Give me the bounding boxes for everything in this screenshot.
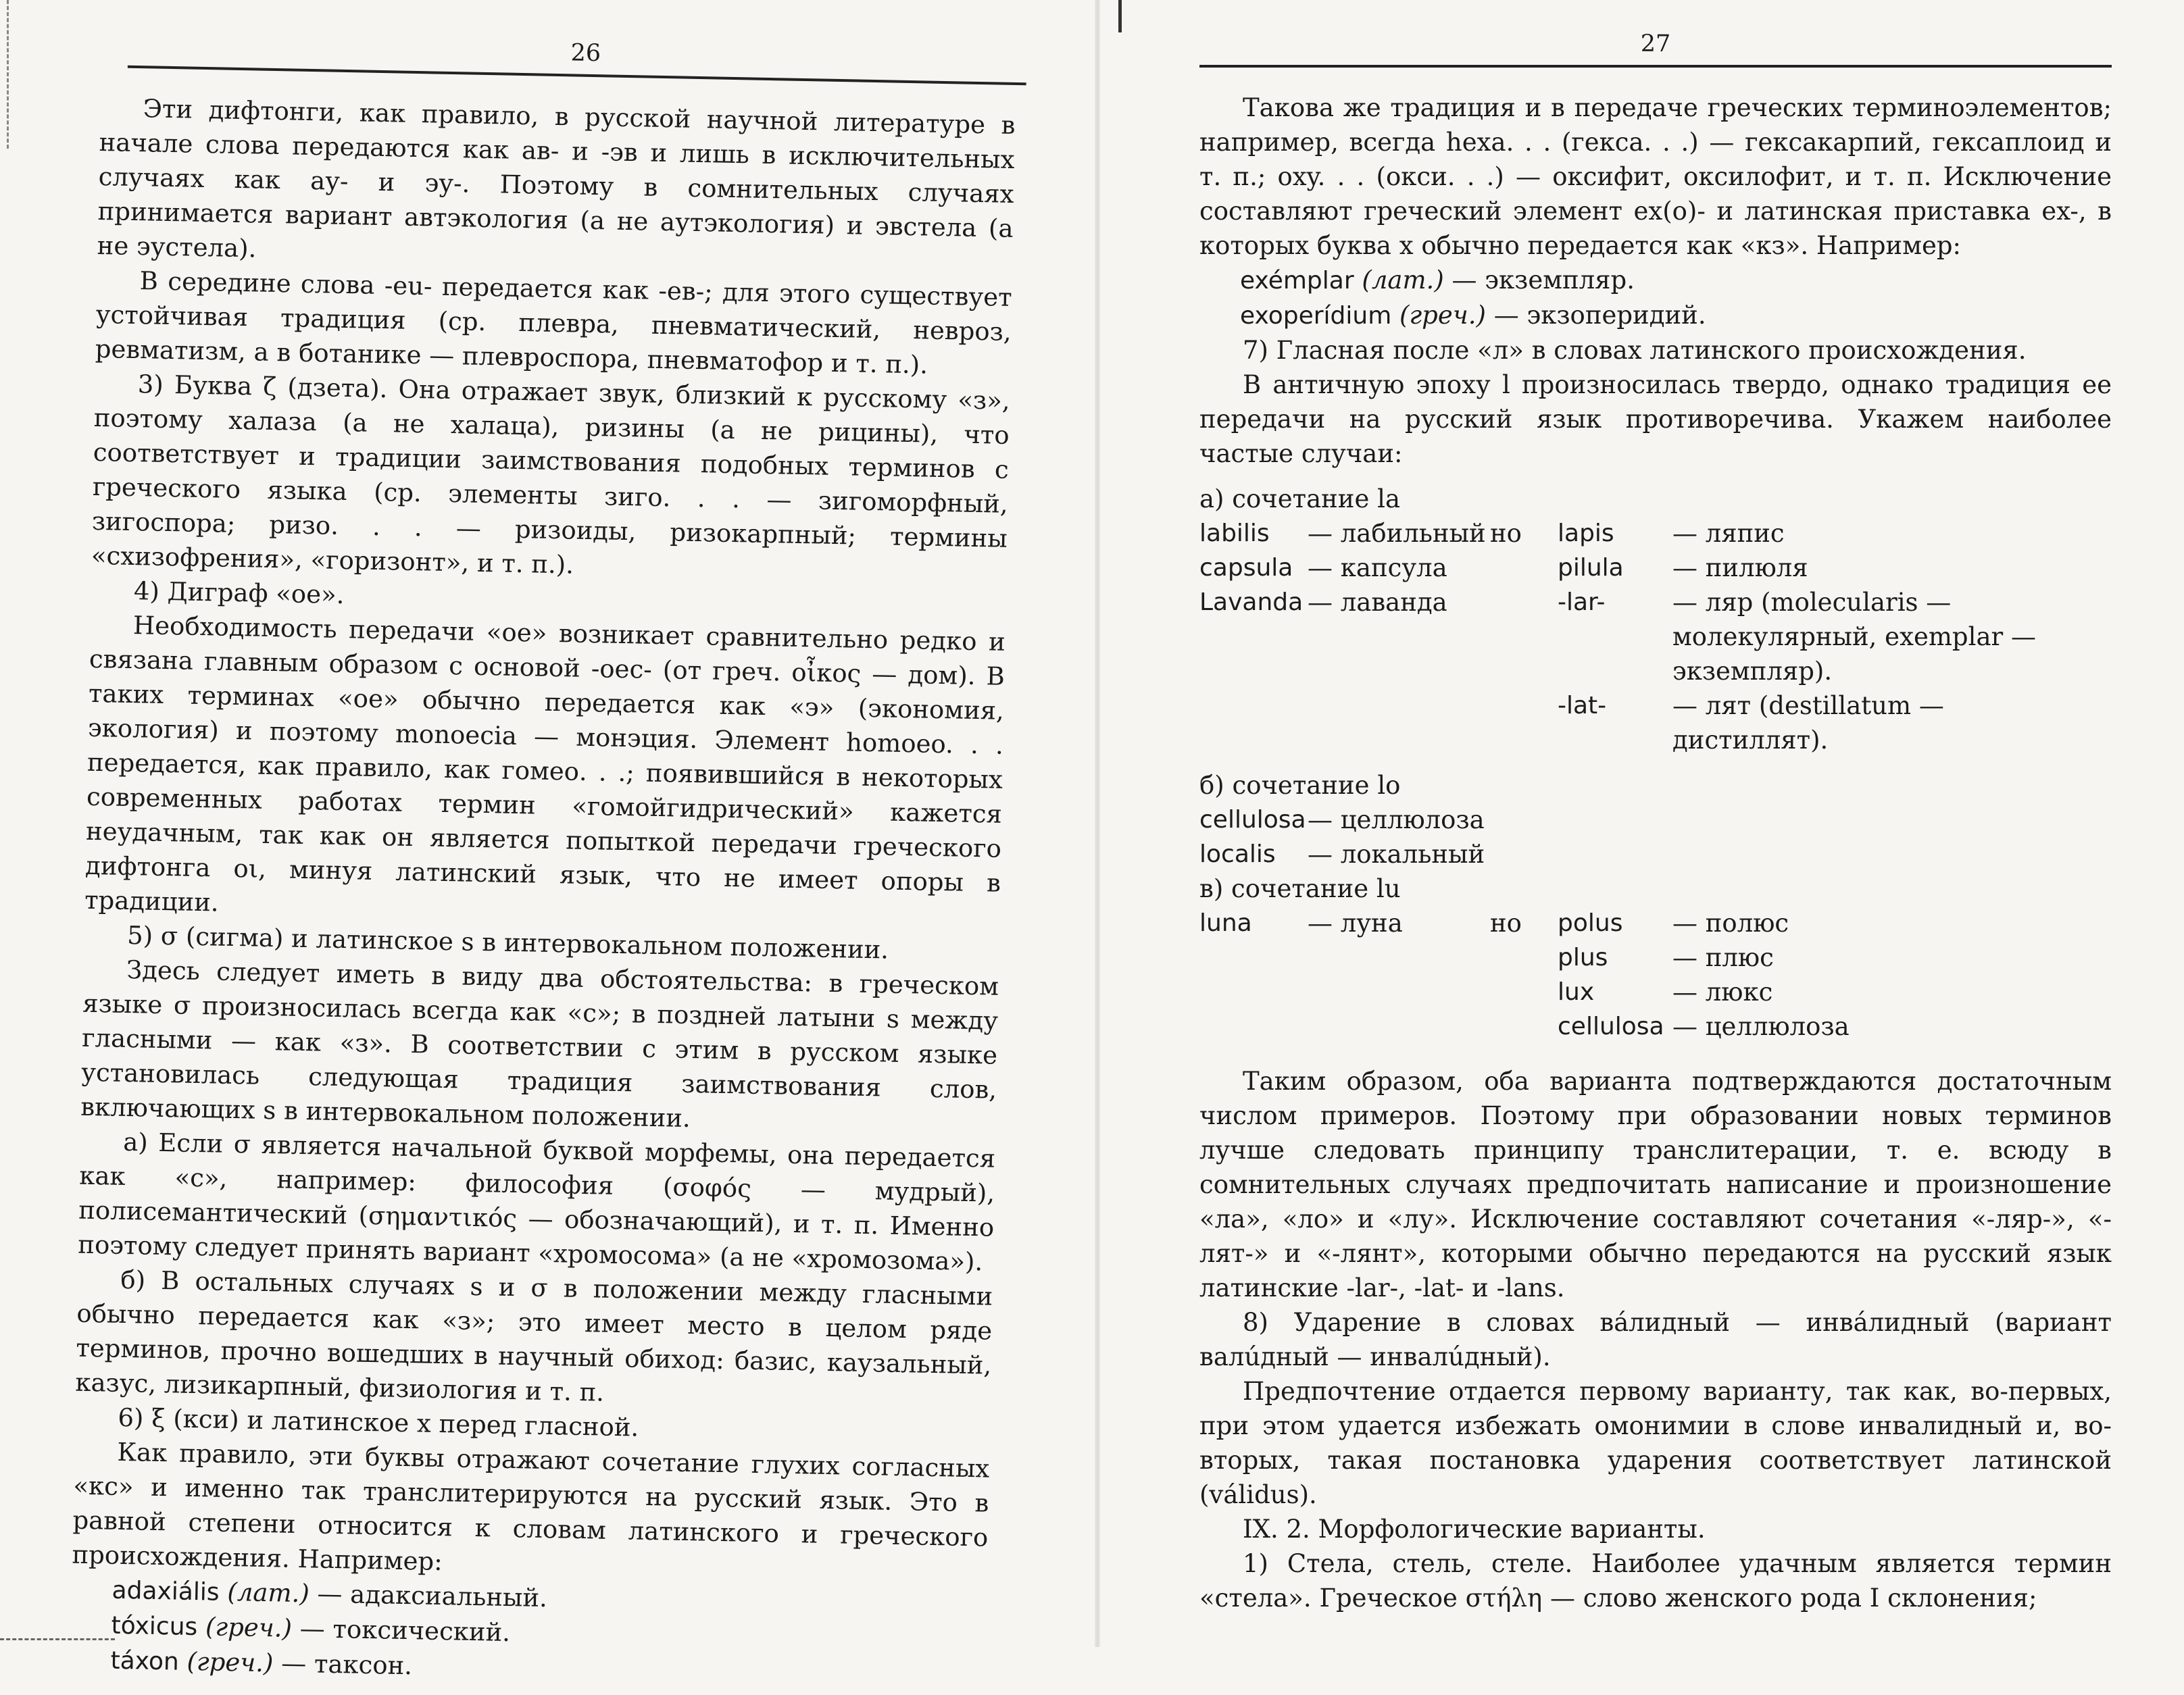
table-cell: luna xyxy=(1199,909,1252,937)
example-term: exémplar xyxy=(1240,267,1354,295)
table-cell xyxy=(1490,585,1558,688)
table-row xyxy=(1199,585,2051,688)
lo-table xyxy=(1199,803,1490,871)
table-row xyxy=(1199,803,1490,837)
section-heading: IX. 2. Морфологические варианты. xyxy=(1243,1515,1706,1544)
paragraph: а) Если σ является начальной буквой морфемы, она передается как «с», например: философия (σοφός — мудрый), полисемантический (σημαντικός — обозначающий), и т. п. Именно поэтому следует принять вариант «хромосома» (а не «хромозома»). xyxy=(77,1127,996,1277)
paragraph: В середине слова -eu- передается как -ев-; для этого существует устойчивая традиция (ср. плевра, пневматический, невроз, ревматизм, а в ботанике — плевроспора, пневматофор и т. п.). xyxy=(95,266,1012,380)
paragraph: б) В остальных случаях s и σ в положении между гласными обычно передается как «з»; это имеет место в целом ряде терминов, прочно вошедших в научный обиход: базис, каузальный, казус, лизикарпный, физиология и т. п. xyxy=(75,1265,993,1407)
example-line xyxy=(1199,298,2112,333)
left-page xyxy=(71,27,1017,1681)
table-row xyxy=(1199,906,2051,940)
example-gloss: — экземпляр. xyxy=(1451,265,1635,295)
table-cell xyxy=(1308,975,1490,1009)
table-cell: — локальный xyxy=(1308,840,1485,869)
paragraph: 3) Буква ζ (дзета). Она отражает звук, близкий к русскому «з», поэтому халаза (а не халаца), ризины (а не рицины), что соответствует и традиции заимствования подобных терминов с греческого языка (ср. элементы зиго. . . — зигоморфный, зигоспора; ризо. . . — ризоиды, ризокарпный; термины «схизофрения», «горизонт», и т. п.). xyxy=(91,370,1011,580)
example-lang: (лат.) xyxy=(227,1577,310,1609)
example-term: exoperídium xyxy=(1240,302,1392,330)
table-cell: но xyxy=(1490,519,1522,548)
table-cell: — плюс xyxy=(1672,943,1774,972)
example-gloss: — экзоперидий. xyxy=(1493,301,1706,330)
header-rule xyxy=(1199,65,2112,68)
lu-table xyxy=(1199,906,2051,1044)
paragraph: Предпочтение отдается первому варианту, так как, во-первых, при этом удается избежать омонимии в слове инвалидный и, во-вторых, такая постановка ударения соответствует латинской (válidus). xyxy=(1199,1377,2112,1509)
page-number: 27 xyxy=(1640,30,1671,57)
table-cell xyxy=(1490,688,1558,757)
page-edge-mark-bottom xyxy=(0,1638,115,1640)
example-term: tóxicus xyxy=(111,1611,198,1642)
table-cell: — лабильный xyxy=(1308,519,1486,548)
la-table xyxy=(1199,516,2051,757)
example-lang: (греч.) xyxy=(187,1646,274,1678)
paragraph: Здесь следует иметь в виду два обстоятельства: в греческом языке σ произносилась всегда как «с»; в поздней латыни s между гласными — как «з». В соответствии с этим в русском языке установилась следующая традиция заимствования слов, включающих s в интервокальном положении. xyxy=(80,955,999,1134)
table-cell: -lat- xyxy=(1558,692,1607,719)
table-cell xyxy=(1490,551,1558,585)
table-cell: — полюс xyxy=(1672,909,1789,938)
table-cell xyxy=(1199,975,1308,1009)
table-cell xyxy=(1490,1009,1558,1044)
example-lang: (греч.) xyxy=(205,1612,293,1643)
example-term: táxon xyxy=(110,1646,180,1676)
right-page xyxy=(1199,27,2112,1621)
book-gutter xyxy=(1095,0,1100,1647)
table-cell xyxy=(1199,1009,1308,1044)
section-heading: 7) Гласная после «л» в словах латинского происхождения. xyxy=(1243,336,2027,365)
example-lang: (лат.) xyxy=(1362,265,1444,295)
table-row xyxy=(1199,551,2051,585)
example-gloss: — адаксиальный. xyxy=(317,1579,548,1613)
table-cell: pilula xyxy=(1558,554,1624,582)
table-cell: — ляр (molecularis — молекулярный, exemplar — экземпляр). xyxy=(1672,588,2036,686)
table-cell: — капсула xyxy=(1308,553,1447,582)
table-cell: — целлюлоза xyxy=(1672,1012,1850,1041)
paragraph: 8) Ударение в словах вáлидный — инвáлидный (вариант валúдный — инвалúдный). xyxy=(1199,1308,2112,1371)
subheading-lo: б) сочетание lo xyxy=(1199,771,1401,800)
page-number: 26 xyxy=(570,39,601,68)
paragraph: В античную эпоху l произносилась твердо, однако традиция ее передачи на русский язык противоречива. Укажем наиболее частые случаи: xyxy=(1199,370,2112,468)
table-cell: — целлюлоза xyxy=(1308,805,1485,834)
table-cell: — лаванда xyxy=(1308,588,1447,617)
table-cell: — пилюля xyxy=(1672,553,1808,582)
table-row xyxy=(1199,688,2051,757)
table-cell: cellulosa xyxy=(1558,1013,1664,1040)
table-cell: -lar- xyxy=(1558,588,1606,616)
table-cell: Lavanda xyxy=(1199,588,1304,616)
table-row xyxy=(1199,516,2051,551)
table-cell xyxy=(1199,688,1308,757)
table-cell: polus xyxy=(1558,909,1623,937)
example-term: adaxiális xyxy=(111,1576,220,1607)
table-row xyxy=(1199,940,2051,975)
table-cell: — лят (destillatum — дистиллят). xyxy=(1672,691,1944,755)
table-cell: capsula xyxy=(1199,554,1293,582)
subheading-lu: в) сочетание lu xyxy=(1199,874,1401,903)
paragraph: Как правило, эти буквы отражают сочетание глухих согласных «кс» и именно так транслитерируются на русский язык. Это в равной степени относится к словам латинского и греческого происхождения. Например: xyxy=(72,1437,990,1577)
table-cell xyxy=(1490,975,1558,1009)
table-cell: — луна xyxy=(1308,909,1403,938)
subheading-la: а) сочетание la xyxy=(1199,484,1401,513)
example-lang: (греч.) xyxy=(1399,301,1486,330)
section-heading: 6) ξ (кси) и латинское x перед гласной. xyxy=(118,1402,639,1442)
table-cell: localis xyxy=(1199,840,1276,868)
example-line xyxy=(1199,263,2112,298)
table-cell xyxy=(1308,688,1490,757)
paragraph: Эти дифтонги, как правило, в русской научной литературе в начале слова передаются как ав- и -эв и лишь в исключительных случаях как ау- и эу-. Поэтому в сомнительных случаях принимается вариант автэкология (а не аутэкология) и эвстела (а не эустела). xyxy=(97,94,1016,263)
paragraph: Такова же традиция и в передаче греческих терминоэлементов; например, всегда hexa. . . (гекса. . .) — гексакарпий, гексаплоид и т. п.; oxy. . . (окси. . .) — оксифит, оксилофит, и т. п. Исключение составляют греческий элемент ex(o)- и латинская приставка ex-, в которых буква x обычно передается как «кз». Например: xyxy=(1199,93,2112,260)
example-gloss: — таксон. xyxy=(280,1648,413,1681)
table-cell xyxy=(1308,940,1490,975)
section-heading: 4) Диграф «oe». xyxy=(133,576,345,610)
table-cell: cellulosa xyxy=(1199,806,1306,834)
paragraph: 1) Стела, стель, стеле. Наиболее удачным является термин «стела». Греческое στήλη — слово женского рода I склонения; xyxy=(1199,1549,2112,1613)
paragraph: Необходимость передачи «oe» возникает сравнительно редко и связана главным образом с основой -oec- (от греч. οἶκος — дом). В таких терминах «oe» обычно передается как «э» (экономия, экология) и поэтому monoecia — монэция. Элемент homoeo. . . передается, как правило, как гомео. . .; появившийся в некоторых современных работах термин «гомойгидрический» кажется неудачным, так как он является попыткой передачи греческого дифтонга οι, минуя латинский язык, что не имеет опоры в традиции. xyxy=(84,611,1006,917)
table-row xyxy=(1199,837,1490,871)
table-row xyxy=(1199,975,2051,1009)
paragraph: Таким образом, оба варианта подтверждаются достаточным числом примеров. Поэтому при образовании новых терминов лучше следовать принципу транслитерации, т. е. всюду в сомнительных случаях предпочитать написание и произношение «ла», «ло» и «лу». Исключение составляют сочетания «-ляр-», «-лят-» и «-лянт», которыми обычно передаются на русский язык латинские -lar-, -lat- и -lans. xyxy=(1199,1067,2112,1302)
gutter-ink-mark xyxy=(1118,0,1122,32)
table-cell: но xyxy=(1490,909,1522,938)
table-cell xyxy=(1308,1009,1490,1044)
table-cell: lux xyxy=(1558,978,1595,1006)
table-cell: — люкс xyxy=(1672,978,1773,1007)
table-cell: lapis xyxy=(1558,520,1614,547)
example-gloss: — токсический. xyxy=(299,1614,511,1648)
table-cell xyxy=(1199,940,1308,975)
table-row xyxy=(1199,1009,2051,1044)
table-cell xyxy=(1490,940,1558,975)
page-edge-mark xyxy=(7,0,11,149)
section-heading: 5) σ (сигма) и латинское s в интервокальном положении. xyxy=(126,920,889,965)
table-cell: plus xyxy=(1558,944,1608,971)
table-cell: labilis xyxy=(1199,520,1270,547)
table-cell: — ляпис xyxy=(1672,519,1785,548)
